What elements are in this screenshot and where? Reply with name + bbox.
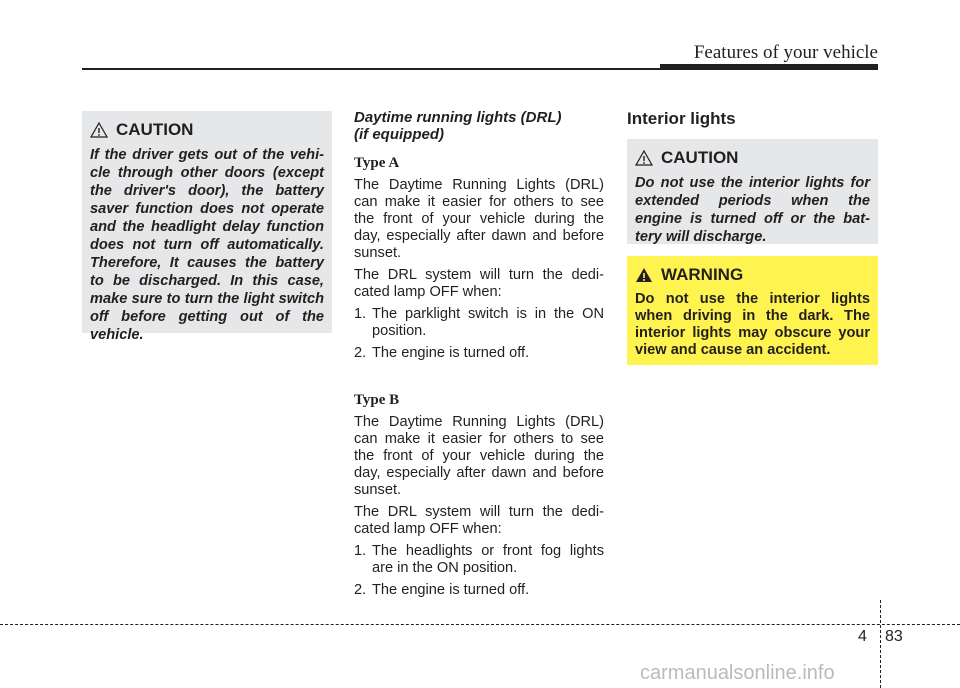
caution-body: If the driver gets out of the vehi-cle through other doors (except the driver's door), the battery saver function does not operate and the headlight delay function does not turn off automatically. Therefore, It causes the battery to be discharged. In this case, make sure to turn the light switch off before getting out of the vehicle. — [90, 147, 324, 343]
list-item — [354, 345, 604, 362]
interior-lights-title: Interior lights — [627, 109, 736, 128]
list-item — [354, 582, 604, 599]
list-text: The headlights or front fog lights are in the ON position. — [372, 543, 604, 576]
footer-rule — [0, 624, 960, 625]
list-text: The parklight switch is in the ON position. — [372, 306, 604, 339]
caution-box-battery — [82, 111, 332, 343]
page-header-title: Features of your vehicle — [693, 42, 878, 63]
caution-triangle-icon — [90, 122, 108, 138]
header-rule-accent — [660, 64, 878, 70]
type-b-para1: The Daytime Running Lights (DRL) can make it easier for others to see the front of your vehicle during the day, especially after dawn and before sunset. — [354, 414, 604, 498]
warning-triangle-icon — [635, 267, 653, 283]
warning-box-interior — [627, 256, 878, 365]
type-a-para2: The DRL system will turn the dedi-cated lamp OFF when: — [354, 267, 604, 300]
type-a-label: Type A — [354, 155, 400, 171]
drl-section — [354, 109, 604, 599]
list-item — [354, 306, 604, 340]
type-a-para1: The Daytime Running Lights (DRL) can make it easier for others to see the front of your vehicle during the day, especially after dawn and before sunset. — [354, 177, 604, 261]
drl-title-subtitle: (if equipped) — [354, 126, 444, 143]
footer-divider — [880, 600, 881, 688]
list-number: 2. — [354, 345, 367, 361]
type-b-label: Type B — [354, 392, 400, 408]
caution-heading-text: CAUTION — [661, 148, 739, 167]
list-number: 1. — [354, 543, 367, 559]
list-number: 2. — [354, 582, 367, 598]
drl-title: Daytime running lights (DRL) — [354, 109, 562, 126]
type-b-para2: The DRL system will turn the dedi-cated lamp OFF when: — [354, 504, 604, 537]
warning-heading-text: WARNING — [661, 265, 744, 284]
chapter-number: 4 — [858, 628, 867, 645]
list-number: 1. — [354, 306, 367, 322]
list-text: The engine is turned off. — [372, 345, 530, 361]
list-text: The engine is turned off. — [372, 582, 530, 598]
caution-box-interior — [627, 139, 878, 244]
list-item — [354, 543, 604, 577]
page-number: 83 — [885, 628, 903, 645]
warning-body: Do not use the interior lights when driving in the dark. The interior lights may obscure your view and cause an accident. — [635, 291, 870, 358]
caution-body: Do not use the interior lights for extended periods when the engine is turned off or the bat-tery will discharge. — [635, 175, 870, 245]
caution-heading-text: CAUTION — [116, 120, 194, 139]
warning-heading — [635, 265, 870, 285]
caution-triangle-icon — [635, 150, 653, 166]
watermark: carmanualsonline.info — [640, 662, 835, 684]
caution-heading — [90, 120, 324, 140]
caution-heading — [635, 148, 870, 168]
